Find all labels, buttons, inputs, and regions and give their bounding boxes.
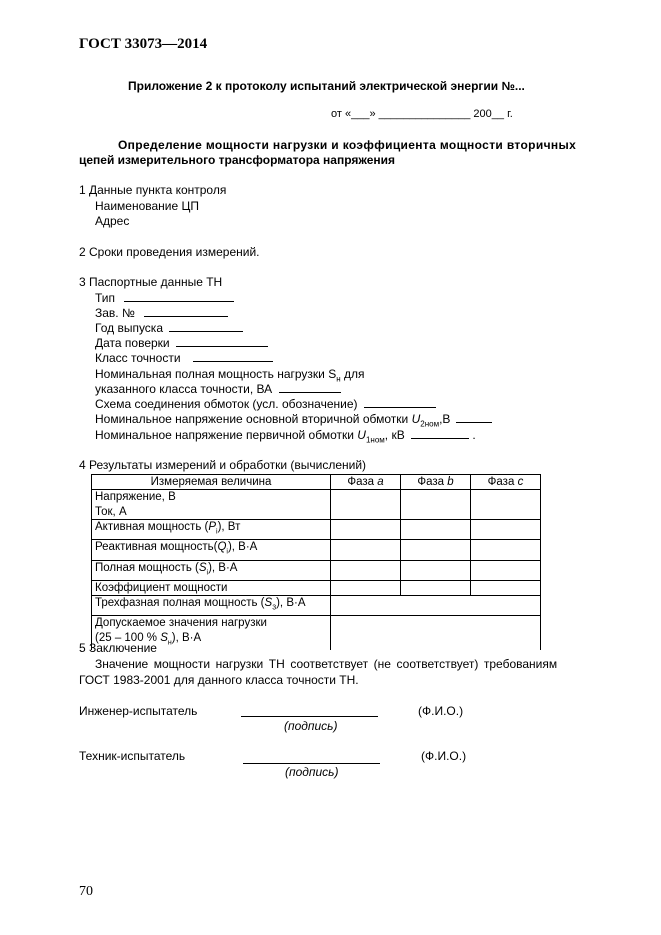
table-cell <box>331 490 401 520</box>
passport-power-blank <box>279 382 341 393</box>
row-label-voltage-current <box>92 490 331 520</box>
table-cell <box>471 560 541 580</box>
passport-year <box>95 321 243 337</box>
results-table <box>91 474 541 650</box>
section-1-title: 1 Данные пункта контроля <box>79 183 227 197</box>
table-cell-merged <box>331 595 541 615</box>
table-header-phase-c: Фаза c <box>471 475 541 490</box>
technician-name-caption: (Ф.И.О.) <box>421 749 467 763</box>
row-voltage-label: Напряжение, В <box>95 491 176 503</box>
passport-sec-voltage-blank <box>456 412 492 423</box>
table-cell <box>331 540 401 560</box>
table-cell <box>331 520 401 540</box>
passport-serial <box>95 306 228 322</box>
prim-voltage-unit: , кВ <box>384 428 405 442</box>
passport-type-label: Тип <box>95 291 116 305</box>
passport-type-blank <box>124 291 234 302</box>
passport-verify <box>95 336 268 352</box>
table-row <box>92 580 541 595</box>
table-cell <box>331 560 401 580</box>
sec-voltage-unit: ,В <box>439 412 451 426</box>
passport-sec-voltage-label: Номинальное напряжение основной вторичной обмотки <box>95 412 409 426</box>
row-reactive-label: Реактивная $мощность(Q_i)$, В·А <box>92 540 331 560</box>
prim-voltage-subscript: 1ном <box>365 435 385 445</box>
table-cell <box>471 490 541 520</box>
row-active-label: Активная мощность $(P_i)$, Вт <box>92 520 331 540</box>
page-number: 70 <box>79 884 93 899</box>
table-row <box>92 540 541 560</box>
passport-power-class-label: указанного класса точности, ВА <box>95 382 273 396</box>
passport-scheme <box>95 397 436 413</box>
table-header-phase-b: Фаза b <box>401 475 471 490</box>
technician-label: Техник-испытатель <box>79 749 186 763</box>
table-cell <box>331 580 401 595</box>
power-subscript: н <box>336 374 341 384</box>
table-cell <box>471 540 541 560</box>
passport-power-class <box>95 382 341 398</box>
heading-line-2: цепей измерительного трансформатора напряжения <box>79 153 396 167</box>
table-row <box>92 490 541 520</box>
table-cell <box>401 490 471 520</box>
passport-year-blank <box>169 321 243 332</box>
row-current-label: Ток, А <box>95 505 127 518</box>
heading-line-1: Определение мощности нагрузки и коэффициента мощности вторичных <box>118 138 577 152</box>
conclusion-line-1: Значение мощности нагрузки ТН соответствует (не соответствует) требованиям <box>95 657 558 671</box>
table-header-row <box>92 475 541 490</box>
table-cell <box>401 540 471 560</box>
technician-sign-caption: (подпись) <box>285 765 339 779</box>
engineer-name-caption: (Ф.И.О.) <box>418 704 464 718</box>
table-cell <box>471 580 541 595</box>
engineer-signature-line <box>241 716 378 717</box>
passport-type <box>95 291 234 307</box>
table-cell <box>401 520 471 540</box>
row-full-label: Полная мощность $(S_i)$, В·А <box>92 560 331 580</box>
passport-prim-voltage <box>95 428 476 448</box>
appendix-title: Приложение 2 к протоколу испытаний электрической энергии №... <box>128 79 525 93</box>
passport-class <box>95 351 273 367</box>
prim-voltage-end: . <box>472 428 476 442</box>
table-row <box>92 520 541 540</box>
passport-year-label: Год выпуска <box>95 321 163 335</box>
table-row <box>92 616 541 651</box>
section-3-title: 3 Паспортные данные ТН <box>79 275 223 289</box>
passport-scheme-blank <box>364 397 436 408</box>
section-4-title: 4 Результаты измерений и обработки (вычислений) <box>79 458 367 472</box>
passport-power-label: Номинальная полная мощность нагрузки S <box>95 367 337 381</box>
row-allowed-label: Допускаемое значения нагрузки (25 – 100 % $S_н$), В·А <box>92 616 331 651</box>
section-1-item: Наименование ЦП <box>95 199 200 213</box>
passport-prim-voltage-blank <box>411 428 469 439</box>
section-2-title: 2 Сроки проведения измерений. <box>79 245 260 259</box>
passport-power-label-end: для <box>343 367 365 381</box>
section-1-item: Адрес <box>95 214 130 228</box>
table-cell <box>401 560 471 580</box>
appendix-date-line: от «___» _______________ 200__ г. <box>331 108 513 120</box>
section-5-title: 5 Заключение <box>79 641 157 655</box>
row-coef-label: Коэффициент мощности <box>92 580 331 595</box>
passport-class-label: Класс точности <box>95 351 181 365</box>
table-cell <box>401 580 471 595</box>
passport-serial-label: Зав. № <box>95 306 135 320</box>
passport-serial-blank <box>144 306 228 317</box>
technician-signature-line <box>243 763 380 764</box>
table-cell <box>471 520 541 540</box>
passport-verify-label: Дата поверки <box>95 336 170 350</box>
table-row <box>92 595 541 615</box>
sec-voltage-subscript: 2ном <box>420 419 440 429</box>
engineer-sign-caption: (подпись) <box>284 719 338 733</box>
sec-voltage-symbol: U <box>411 412 421 426</box>
table-header-quantity: Измеряемая величина <box>92 475 331 490</box>
standard-header: ГОСТ 33073—2014 <box>79 36 208 52</box>
conclusion-line-2: ГОСТ 1983-2001 для данного класса точности ТН. <box>79 673 359 687</box>
passport-scheme-label: Схема соединения обмоток (усл. обозначение) <box>95 397 358 411</box>
prim-voltage-symbol: U <box>357 428 366 442</box>
row-three-phase-label: Трехфазная полная мощность $(S_3)$, В·А <box>92 595 331 615</box>
table-cell-merged <box>331 616 541 651</box>
table-row <box>92 560 541 580</box>
passport-class-blank <box>193 351 273 362</box>
passport-verify-blank <box>176 336 268 347</box>
engineer-label: Инженер-испытатель <box>79 704 198 718</box>
passport-prim-voltage-label: Номинальное напряжение первичной обмотки <box>95 428 354 442</box>
table-header-phase-a: Фаза a <box>331 475 401 490</box>
